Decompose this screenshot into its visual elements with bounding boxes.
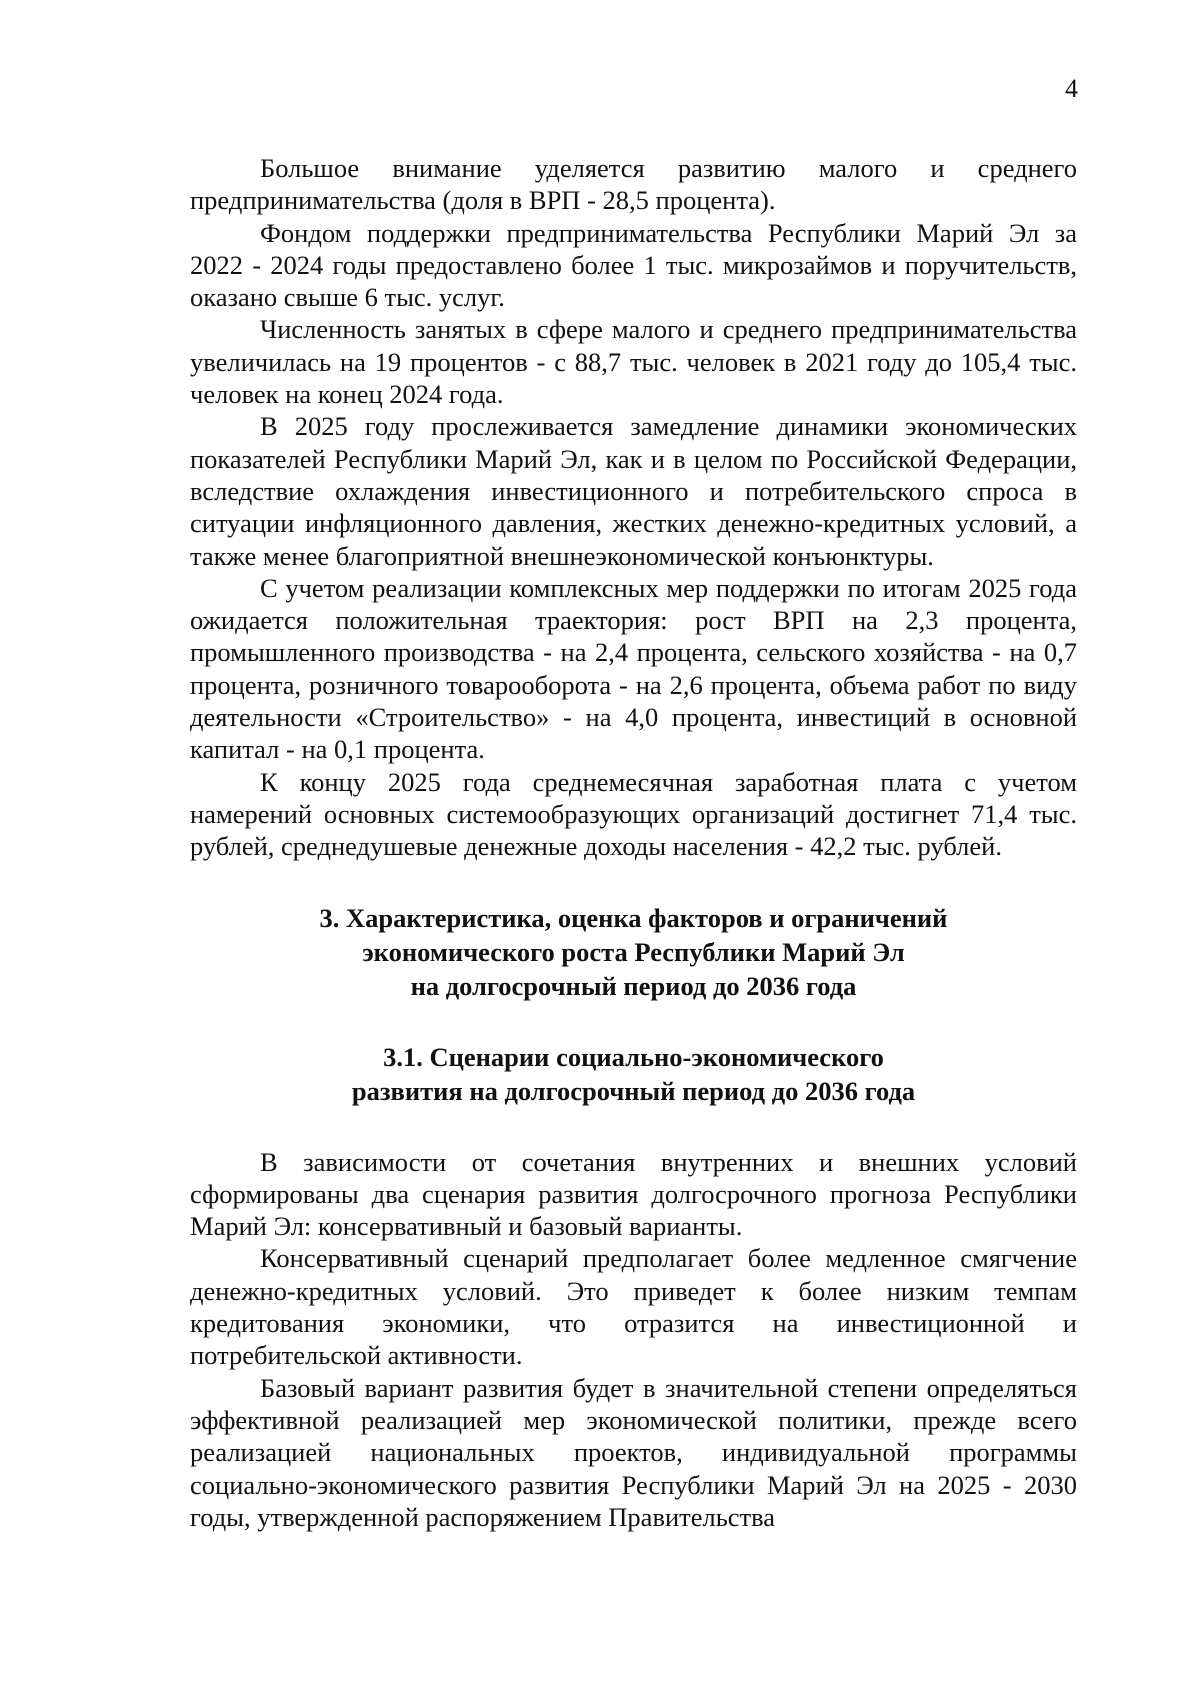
paragraph-base-scenario: Базовый вариант развития будет в значительной степени определяться эффективной реализацией мер экономической политики, прежде всего реализацией национальных проектов, индивидуальной программы социально-экономического развития Республики Марий Эл на 2025 - 2030 годы, утвержденной распоряжением Правительства xyxy=(190,1372,1077,1532)
paragraph-wages-incomes: К концу 2025 года среднемесячная заработная плата с учетом намерений основных системообразующих организаций достигнет 71,4 тыс. рублей, среднедушевые денежные доходы населения - 42,2 тыс. рублей. xyxy=(190,766,1077,862)
subsection-heading xyxy=(190,1040,1077,1108)
subsection-heading-line: 3.1. Сценарии социально-экономического xyxy=(383,1041,884,1072)
page-number: 4 xyxy=(1065,74,1078,103)
document-body xyxy=(190,152,1077,1533)
section-heading-line: на долгосрочный период до 2036 года xyxy=(410,970,857,1001)
paragraph-outlook-2025: С учетом реализации комплексных мер поддержки по итогам 2025 года ожидается положительная траектория: рост ВРП на 2,3 процента, промышленного производства - на 2,4 процента, сельского хозяйства - на 0,7 процента, розничного товарооборота - на 2,6 процента, объема работ по виду деятельности «Строительство» - на 4,0 процента, инвестиций в основной капитал - на 0,1 процента. xyxy=(190,572,1077,765)
subsection-heading-line: развития на долгосрочный период до 2036 года xyxy=(351,1075,916,1106)
section-heading xyxy=(190,901,1077,1003)
paragraph-support-fund: Фондом поддержки предпринимательства Республики Марий Эл за 2022 - 2024 годы предоставлено более 1 тыс. микрозаймов и поручительств, оказано свыше 6 тыс. услуг. xyxy=(190,217,1077,313)
paragraph-two-scenarios: В зависимости от сочетания внутренних и внешних условий сформированы два сценария развития долгосрочного прогноза Республики Марий Эл: консервативный и базовый варианты. xyxy=(190,1146,1077,1242)
paragraph-employment: Численность занятых в сфере малого и среднего предпринимательства увеличилась на 19 процентов - с 88,7 тыс. человек в 2021 году до 105,4 тыс. человек на конец 2024 года. xyxy=(190,314,1077,410)
section-heading-line: 3. Характеристика, оценка факторов и ограничений xyxy=(319,902,948,933)
paragraph-sme-share: Большое внимание уделяется развитию малого и среднего предпринимательства (доля в ВРП - 28,5 процента). xyxy=(190,153,1077,216)
paragraph-slowdown-2025: В 2025 году прослеживается замедление динамики экономических показателей Республики Марий Эл, как и в целом по Российской Федерации, вследствие охлаждения инвестиционного и потребительского спроса в ситуации инфляционного давления, жестких денежно-кредитных условий, а также менее благоприятной внешнеэкономической конъюнктуры. xyxy=(190,411,1077,571)
paragraph-conservative-scenario: Консервативный сценарий предполагает более медленное смягчение денежно-кредитных условий. Это приведет к более низким темпам кредитования экономики, что отразится на инвестиционной и потребительской активности. xyxy=(190,1243,1077,1371)
section-heading-line: экономического роста Республики Марий Эл xyxy=(362,936,905,967)
